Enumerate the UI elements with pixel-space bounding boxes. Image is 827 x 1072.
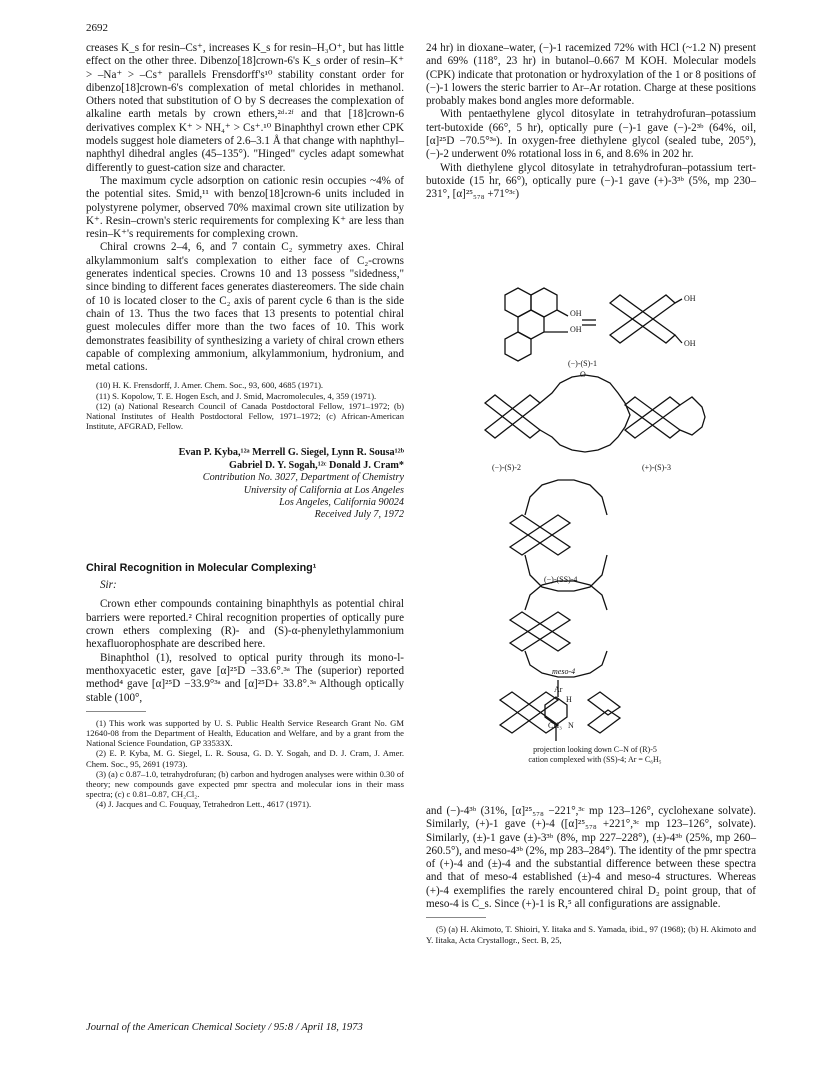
article-title: Chiral Recognition in Molecular Complexing¹ bbox=[86, 561, 317, 574]
authors-line: Evan P. Kyba,¹²ᵃ Merrell G. Siegel, Lynn R. Sousa¹²ᵇ bbox=[178, 447, 404, 459]
salutation: Sir: bbox=[100, 579, 117, 592]
paragraph: Crown ether compounds containing binaphthyls as potential chiral barriers were reported.² Chiral recognition properties of optically pure crown ethers complexing (R)- and (S)-α-phenylethylammonium hexafluorophosphate are described here. bbox=[86, 598, 404, 651]
oh-label: OH bbox=[684, 339, 696, 348]
structures-figure bbox=[470, 285, 720, 790]
authors-line: Gabriel D. Y. Sogah,¹²ᶜ Donald J. Cram* bbox=[229, 459, 404, 471]
footnote: (3) (a) c 0.87–1.0, tetrahydrofuran; (b) carbon and hydrogen analyses were within 0.30 of theory; new compounds gave expected pmr spectra and molecular ions in their mass spectra; (c) c 0.81–0.87, CH₂Cl₂. bbox=[86, 768, 404, 800]
footnote-divider bbox=[426, 917, 486, 918]
paragraph: and (−)-4³ᵇ (31%, [α]²⁵₅₇₈ −221°,³ᶜ mp 123–126°, cyclohexane solvate). Similarly, (+)-1 gave (+)-4 ([α]²⁵₅₇₈ +221°,³ᶜ mp 123–126°, solvate). Similarly, (±)-1 gave (±)-3³ᵇ (8%, mp 227–228°), (±)-4³ᵇ (25%, mp 260–260.5°), and meso-4³ᵇ (2%, mp 283–284°). The identity of the pmr spectra of (+)-4 and (±)-4 and the substantial difference between these spectra and that of meso-4 established (±)-4 and meso-4 structures. Whereas (+)-4 exemplifies the rarely encountered chiral D₂ point group, that of meso-4 is C_s. Since (+)-1 is R,⁵ all configurations are assignable. bbox=[426, 805, 756, 911]
figure-caption: projection looking down C–N of (R)-5 bbox=[533, 745, 657, 754]
paragraph: creases K_s for resin–Cs⁺, increases K_s for resin–H₃O⁺, but has little effect on the other three. Dibenzo[18]crown-6's K_s order of resin–K⁺ > –Na⁺ > –Cs⁺ parallels Frensdorff's¹⁰ stability constant order for dibenzo[18]crown-6's complexation of metal chlorides in methanol. Others noted that substitution of O by S decreases the complexation of alkaline earth metals by crown ethers,²ᵈ·²ᶠ and that [18]crown-6 derivatives complex K⁺ > NH₄⁺ > Cs⁺.¹⁰ Binaphthyl crown ether CPK models suggest hole diameters of 2.6–3.1 Å that change with naphthyl–naphthyl dihedral angles (45–135°). "Hinged" cycles adapt somewhat differently to guest-cation size and character. bbox=[86, 42, 404, 174]
footnote: (12) (a) National Research Council of Canada Postdoctoral Fellow, 1971–1972; (b) National Institutes of Health Postdoctoral Fellow, 1971–1972; (c) African-American Institute, AFGRAD, Fellow. bbox=[86, 400, 404, 432]
affiliation-line: Contribution No. 3027, Department of Chemistry bbox=[202, 472, 404, 484]
paragraph: Chiral crowns 2–4, 6, and 7 contain C₂ symmetry axes. Chiral alkylammonium salt's complexation to either face of C₂-crowns generates indentical species. Crowns 10 and 13 possess "sidedness," since binding to different faces generates diastereomers. The side chain of 10 is located closer to the C₂ axis of parent cycle 6 than is the side chain of 13. Thus the two faces that 13 presents to potential chiral guest molecules differ more than the two faces of 10. This work demonstrates feasibility of synthesizing a variety of chiral crown ethers capable of complexing ammonium, alkylammonium, hydronium, and metal cations. bbox=[86, 241, 404, 374]
right-column bbox=[426, 42, 756, 202]
received-date: Received July 7, 1972 bbox=[314, 509, 404, 521]
footnote: (4) J. Jacques and C. Fouquay, Tetrahedron Lett., 4617 (1971). bbox=[96, 799, 312, 810]
footnotes-block bbox=[86, 718, 404, 810]
compound-1-label: (−)-(S)-1 bbox=[568, 359, 597, 368]
footnote: (11) S. Kopolow, T. E. Hogen Esch, and J. Smid, Macromolecules, 4, 359 (1971). bbox=[96, 390, 377, 401]
nitrogen-label: N bbox=[568, 721, 574, 730]
footnote-divider bbox=[86, 711, 146, 712]
oh-label: OH bbox=[684, 294, 696, 303]
paragraph: Binaphthol (1), resolved to optical purity through its mono-l-menthoxyacetic ester, gave [α]²⁵D −33.6°.³ᵃ The (superior) reported method⁴ gave [α]²⁵D −33.9°³ᵃ and [α]²⁵D+ 33.8°.³ᵃ Although optically stable (100°, bbox=[86, 651, 404, 704]
oxygen-label: O bbox=[580, 370, 586, 379]
signature-block bbox=[86, 447, 404, 521]
footnote: (2) E. P. Kyba, M. G. Siegel, L. R. Sousa, G. D. Y. Sogah, and D. J. Cram, J. Amer. Chem. Soc., 95, 2691 (1973). bbox=[86, 748, 404, 769]
footnote: (10) H. K. Frensdorff, J. Amer. Chem. Soc., 93, 600, 4685 (1971). bbox=[96, 380, 324, 391]
journal-footer: Journal of the American Chemical Society / 95:8 / April 18, 1973 bbox=[86, 1022, 363, 1033]
footnote: (1) This work was supported by U. S. Public Health Service Research Grant No. GM 12640-08 from the Department of Health, Education and Welfare, and by a grant from the National Science Foundation, GP 33533X. bbox=[86, 717, 404, 749]
hydrogen-label: H bbox=[566, 695, 572, 704]
footnotes-block bbox=[426, 924, 756, 944]
compound-3-label: (+)-(S)-3 bbox=[642, 463, 671, 472]
compound-4-label: (−)-(SS)-4 bbox=[544, 575, 578, 584]
affiliation-line: University of California at Los Angeles bbox=[243, 484, 404, 496]
footnote: (5) (a) H. Akimoto, T. Shioiri, Y. Iitaka and S. Yamada, ibid., 97 (1968); (b) H. Akimoto and Y. Iitaka, Acta Crystallogr., Sect. B, 25, bbox=[426, 924, 756, 945]
meso-4-structure bbox=[510, 581, 607, 677]
left-column bbox=[86, 42, 404, 810]
methyl-label: CH₃ bbox=[548, 721, 562, 730]
oh-label: OH bbox=[570, 309, 582, 318]
paragraph: 24 hr) in dioxane–water, (−)-1 racemized 72% with HCl (~1.2 N) present and 69% (118°, 23 hr) in butanol–0.667 M KOH. Molecular models (CPK) indicate that protonation or hydroxylation of the 1 or 8 positions of (−)-1 lowers the steric barrier to Ar–Ar rotation. Charge at these positions probably makes bond angles more deformable. bbox=[426, 42, 756, 108]
binaphthol-structure bbox=[505, 288, 682, 361]
oh-label: OH bbox=[570, 325, 582, 334]
paragraph: With diethylene glycol ditosylate in tetrahydrofuran–potassium tert-butoxide (15 hr, 66°), optically pure (−)-1 gave (+)-3³ᵇ (5%, mp 230–231°, [α]²⁵₅₇₈ +71°³ᶜ) bbox=[426, 161, 756, 201]
page-number: 2692 bbox=[86, 22, 108, 34]
compound-2-label: (−)-(S)-2 bbox=[492, 463, 521, 472]
paragraph: The maximum cycle adsorption on cationic resin occupies ~4% of the potential sites. Smid,¹¹ with benzo[18]crown-6 units included in polystyrene polymer, observed 70% maximal crown site utilization by K⁺. Resin–crown's steric requirements for complexing K⁺ are less than resin–K⁺'s requirements for complexing crown. bbox=[86, 174, 404, 241]
aryl-label: Ar bbox=[554, 685, 563, 694]
figure-caption: cation complexed with (SS)-4; Ar = C₆H₅ bbox=[528, 755, 662, 764]
footnotes-block bbox=[86, 380, 404, 431]
affiliation-line: Los Angeles, California 90024 bbox=[279, 497, 404, 509]
paragraph: With pentaethylene glycol ditosylate in tetrahydrofuran–potassium tert-butoxide (66°, 5 hr), optically pure (−)-1 gave (−)-2³ᵇ (64%, oil, [α]²⁵D −70.5°³ᵃ). In oxygen-free diethylene glycol (sealed tube, 205°), (−)-2 underwent 0% rotational loss in 6, and 8.6% in 202 hr. bbox=[426, 108, 756, 161]
crown-2-structure bbox=[485, 375, 630, 452]
crown-3-structure bbox=[625, 397, 705, 438]
right-column-lower bbox=[426, 805, 756, 945]
meso-4-label: meso-4 bbox=[552, 667, 576, 676]
